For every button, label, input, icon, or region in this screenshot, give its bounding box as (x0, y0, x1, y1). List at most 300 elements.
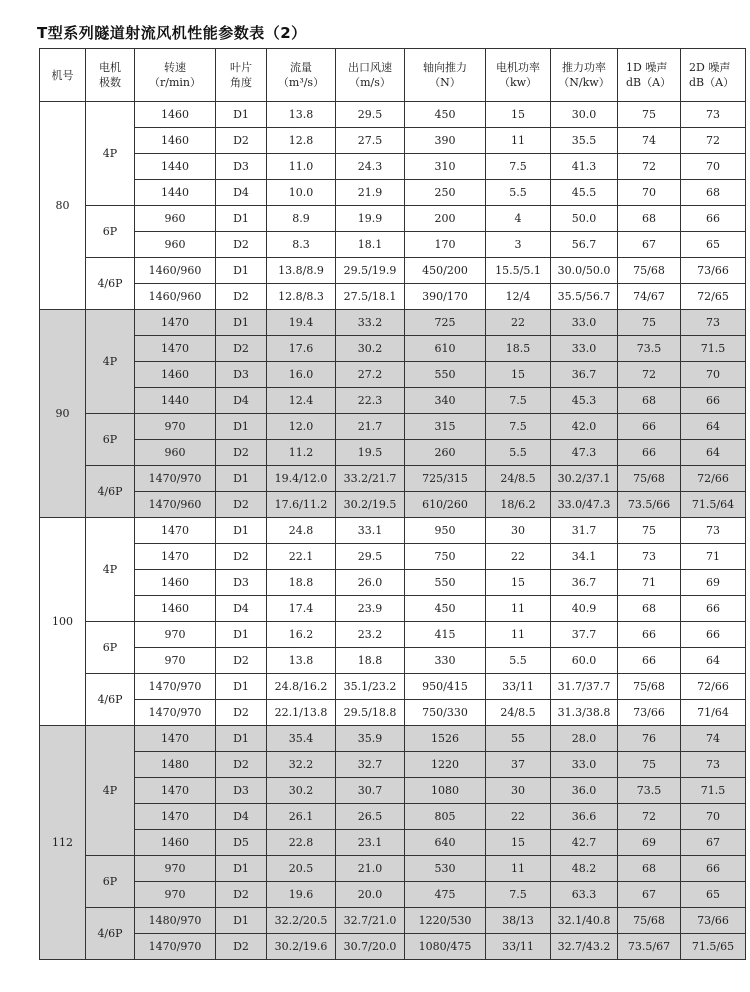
speed-cell: 1460 (135, 596, 216, 622)
noise-2d-cell: 68 (681, 180, 746, 206)
motor-poles-cell: 6P (86, 856, 135, 908)
flow-cell: 8.3 (267, 232, 336, 258)
noise-1d-cell: 68 (618, 388, 681, 414)
motor-poles-cell: 4P (86, 726, 135, 856)
noise-1d-cell: 66 (618, 648, 681, 674)
table-row (40, 102, 746, 128)
flow-cell: 11.2 (267, 440, 336, 466)
noise-1d-cell: 75 (618, 518, 681, 544)
noise-1d-cell: 75/68 (618, 908, 681, 934)
flow-cell: 11.0 (267, 154, 336, 180)
noise-1d-cell: 66 (618, 440, 681, 466)
motor-poles-cell: 4/6P (86, 258, 135, 310)
noise-2d-cell: 73/66 (681, 258, 746, 284)
noise-1d-cell: 69 (618, 830, 681, 856)
blade-angle-cell: D2 (216, 544, 267, 570)
thrust-per-power-cell: 31.7 (551, 518, 618, 544)
thrust-per-power-cell: 35.5 (551, 128, 618, 154)
noise-1d-cell: 76 (618, 726, 681, 752)
table-row (40, 310, 746, 336)
table-row (40, 726, 746, 752)
noise-2d-cell: 71.5/64 (681, 492, 746, 518)
header-flow: 流量 （m³/s） (267, 49, 336, 102)
thrust-per-power-cell: 47.3 (551, 440, 618, 466)
noise-1d-cell: 72 (618, 362, 681, 388)
axial-thrust-cell: 200 (405, 206, 486, 232)
flow-cell: 24.8 (267, 518, 336, 544)
speed-cell: 1470/970 (135, 934, 216, 960)
speed-cell: 1470 (135, 518, 216, 544)
thrust-per-power-cell: 33.0 (551, 310, 618, 336)
thrust-per-power-cell: 31.3/38.8 (551, 700, 618, 726)
blade-angle-cell: D2 (216, 492, 267, 518)
noise-2d-cell: 64 (681, 648, 746, 674)
header-motor-power: 电机功率 （kw） (486, 49, 551, 102)
outlet-velocity-cell: 35.1/23.2 (336, 674, 405, 700)
axial-thrust-cell: 315 (405, 414, 486, 440)
axial-thrust-cell: 530 (405, 856, 486, 882)
noise-1d-cell: 75/68 (618, 674, 681, 700)
blade-angle-cell: D2 (216, 336, 267, 362)
noise-1d-cell: 75/68 (618, 466, 681, 492)
noise-2d-cell: 66 (681, 206, 746, 232)
outlet-velocity-cell: 27.2 (336, 362, 405, 388)
table-body (40, 102, 746, 960)
speed-cell: 1440 (135, 180, 216, 206)
motor-power-cell: 11 (486, 128, 551, 154)
outlet-velocity-cell: 18.8 (336, 648, 405, 674)
speed-cell: 1470/970 (135, 674, 216, 700)
blade-angle-cell: D4 (216, 804, 267, 830)
table-row (40, 492, 746, 518)
noise-2d-cell: 73 (681, 752, 746, 778)
noise-1d-cell: 67 (618, 232, 681, 258)
motor-power-cell: 22 (486, 544, 551, 570)
noise-1d-cell: 66 (618, 414, 681, 440)
axial-thrust-cell: 475 (405, 882, 486, 908)
motor-power-cell: 37 (486, 752, 551, 778)
blade-angle-cell: D1 (216, 726, 267, 752)
thrust-per-power-cell: 36.6 (551, 804, 618, 830)
noise-2d-cell: 71.5 (681, 778, 746, 804)
noise-1d-cell: 73.5/66 (618, 492, 681, 518)
flow-cell: 20.5 (267, 856, 336, 882)
axial-thrust-cell: 1220/530 (405, 908, 486, 934)
flow-cell: 16.0 (267, 362, 336, 388)
flow-cell: 17.6 (267, 336, 336, 362)
outlet-velocity-cell: 29.5 (336, 102, 405, 128)
outlet-velocity-cell: 19.9 (336, 206, 405, 232)
motor-power-cell: 11 (486, 596, 551, 622)
axial-thrust-cell: 1220 (405, 752, 486, 778)
noise-2d-cell: 65 (681, 882, 746, 908)
noise-2d-cell: 73 (681, 102, 746, 128)
motor-poles-cell: 4P (86, 102, 135, 206)
thrust-per-power-cell: 33.0 (551, 752, 618, 778)
axial-thrust-cell: 640 (405, 830, 486, 856)
table-row (40, 232, 746, 258)
noise-1d-cell: 75 (618, 310, 681, 336)
table-row (40, 518, 746, 544)
noise-1d-cell: 73.5 (618, 778, 681, 804)
axial-thrust-cell: 750 (405, 544, 486, 570)
noise-1d-cell: 68 (618, 206, 681, 232)
motor-poles-cell: 4/6P (86, 466, 135, 518)
axial-thrust-cell: 1080 (405, 778, 486, 804)
noise-1d-cell: 72 (618, 804, 681, 830)
outlet-velocity-cell: 23.1 (336, 830, 405, 856)
flow-cell: 22.8 (267, 830, 336, 856)
noise-1d-cell: 70 (618, 180, 681, 206)
motor-power-cell: 11 (486, 856, 551, 882)
flow-cell: 17.6/11.2 (267, 492, 336, 518)
motor-power-cell: 30 (486, 518, 551, 544)
noise-2d-cell: 66 (681, 388, 746, 414)
blade-angle-cell: D2 (216, 700, 267, 726)
flow-cell: 13.8/8.9 (267, 258, 336, 284)
outlet-velocity-cell: 18.1 (336, 232, 405, 258)
speed-cell: 970 (135, 622, 216, 648)
table-row (40, 206, 746, 232)
flow-cell: 35.4 (267, 726, 336, 752)
outlet-velocity-cell: 29.5/19.9 (336, 258, 405, 284)
noise-1d-cell: 73.5/67 (618, 934, 681, 960)
flow-cell: 26.1 (267, 804, 336, 830)
table-row (40, 622, 746, 648)
noise-2d-cell: 72 (681, 128, 746, 154)
noise-1d-cell: 75 (618, 102, 681, 128)
blade-angle-cell: D4 (216, 388, 267, 414)
noise-1d-cell: 66 (618, 622, 681, 648)
motor-power-cell: 5.5 (486, 648, 551, 674)
speed-cell: 970 (135, 856, 216, 882)
noise-1d-cell: 75 (618, 752, 681, 778)
motor-power-cell: 15.5/5.1 (486, 258, 551, 284)
motor-power-cell: 33/11 (486, 934, 551, 960)
axial-thrust-cell: 610/260 (405, 492, 486, 518)
table-row (40, 258, 746, 284)
speed-cell: 1470 (135, 804, 216, 830)
noise-1d-cell: 73.5 (618, 336, 681, 362)
axial-thrust-cell: 950 (405, 518, 486, 544)
flow-cell: 22.1 (267, 544, 336, 570)
motor-power-cell: 30 (486, 778, 551, 804)
speed-cell: 1470 (135, 544, 216, 570)
blade-angle-cell: D1 (216, 674, 267, 700)
speed-cell: 970 (135, 414, 216, 440)
outlet-velocity-cell: 33.2/21.7 (336, 466, 405, 492)
outlet-velocity-cell: 21.0 (336, 856, 405, 882)
header-thrust-per-power: 推力功率 （N/kw） (551, 49, 618, 102)
flow-cell: 18.8 (267, 570, 336, 596)
flow-cell: 32.2/20.5 (267, 908, 336, 934)
outlet-velocity-cell: 30.2 (336, 336, 405, 362)
noise-2d-cell: 72/65 (681, 284, 746, 310)
axial-thrust-cell: 750/330 (405, 700, 486, 726)
noise-1d-cell: 72 (618, 154, 681, 180)
thrust-per-power-cell: 34.1 (551, 544, 618, 570)
flow-cell: 16.2 (267, 622, 336, 648)
axial-thrust-cell: 415 (405, 622, 486, 648)
flow-cell: 32.2 (267, 752, 336, 778)
blade-angle-cell: D2 (216, 934, 267, 960)
header-noise-1d: 1D 噪声 dB（A） (618, 49, 681, 102)
table-row (40, 700, 746, 726)
outlet-velocity-cell: 35.9 (336, 726, 405, 752)
motor-poles-cell: 6P (86, 622, 135, 674)
outlet-velocity-cell: 27.5/18.1 (336, 284, 405, 310)
motor-poles-cell: 4/6P (86, 674, 135, 726)
thrust-per-power-cell: 45.5 (551, 180, 618, 206)
noise-2d-cell: 71.5/65 (681, 934, 746, 960)
outlet-velocity-cell: 32.7 (336, 752, 405, 778)
blade-angle-cell: D4 (216, 180, 267, 206)
table-row (40, 934, 746, 960)
thrust-per-power-cell: 36.7 (551, 570, 618, 596)
fan-performance-table (39, 48, 746, 960)
blade-angle-cell: D1 (216, 206, 267, 232)
outlet-velocity-cell: 32.7/21.0 (336, 908, 405, 934)
blade-angle-cell: D2 (216, 440, 267, 466)
header-motor-poles: 电机 极数 (86, 49, 135, 102)
outlet-velocity-cell: 22.3 (336, 388, 405, 414)
thrust-per-power-cell: 33.0 (551, 336, 618, 362)
speed-cell: 1440 (135, 388, 216, 414)
blade-angle-cell: D1 (216, 518, 267, 544)
speed-cell: 960 (135, 232, 216, 258)
machine-no-cell: 80 (40, 102, 86, 310)
flow-cell: 10.0 (267, 180, 336, 206)
table-row (40, 154, 746, 180)
motor-power-cell: 7.5 (486, 154, 551, 180)
thrust-per-power-cell: 36.7 (551, 362, 618, 388)
table-row (40, 336, 746, 362)
speed-cell: 1470 (135, 336, 216, 362)
motor-power-cell: 22 (486, 804, 551, 830)
speed-cell: 970 (135, 648, 216, 674)
motor-power-cell: 5.5 (486, 440, 551, 466)
outlet-velocity-cell: 23.9 (336, 596, 405, 622)
thrust-per-power-cell: 37.7 (551, 622, 618, 648)
axial-thrust-cell: 340 (405, 388, 486, 414)
thrust-per-power-cell: 32.1/40.8 (551, 908, 618, 934)
motor-poles-cell: 4/6P (86, 908, 135, 960)
noise-2d-cell: 72/66 (681, 466, 746, 492)
noise-2d-cell: 73/66 (681, 908, 746, 934)
header-speed: 转速 （r/min） (135, 49, 216, 102)
motor-power-cell: 38/13 (486, 908, 551, 934)
motor-power-cell: 5.5 (486, 180, 551, 206)
speed-cell: 1460 (135, 830, 216, 856)
speed-cell: 1470/970 (135, 466, 216, 492)
outlet-velocity-cell: 21.7 (336, 414, 405, 440)
noise-1d-cell: 75/68 (618, 258, 681, 284)
speed-cell: 960 (135, 440, 216, 466)
noise-2d-cell: 67 (681, 830, 746, 856)
axial-thrust-cell: 390/170 (405, 284, 486, 310)
speed-cell: 1460 (135, 128, 216, 154)
blade-angle-cell: D1 (216, 258, 267, 284)
thrust-per-power-cell: 45.3 (551, 388, 618, 414)
header-row (40, 49, 746, 102)
machine-no-cell: 100 (40, 518, 86, 726)
blade-angle-cell: D1 (216, 102, 267, 128)
table-row (40, 180, 746, 206)
noise-2d-cell: 70 (681, 154, 746, 180)
blade-angle-cell: D2 (216, 284, 267, 310)
speed-cell: 1470 (135, 726, 216, 752)
blade-angle-cell: D3 (216, 362, 267, 388)
noise-2d-cell: 71/64 (681, 700, 746, 726)
noise-1d-cell: 73/66 (618, 700, 681, 726)
flow-cell: 13.8 (267, 648, 336, 674)
thrust-per-power-cell: 42.7 (551, 830, 618, 856)
noise-2d-cell: 64 (681, 414, 746, 440)
outlet-velocity-cell: 20.0 (336, 882, 405, 908)
blade-angle-cell: D3 (216, 570, 267, 596)
axial-thrust-cell: 260 (405, 440, 486, 466)
motor-power-cell: 7.5 (486, 882, 551, 908)
axial-thrust-cell: 450/200 (405, 258, 486, 284)
outlet-velocity-cell: 33.1 (336, 518, 405, 544)
speed-cell: 1460 (135, 570, 216, 596)
table-row (40, 128, 746, 154)
blade-angle-cell: D1 (216, 466, 267, 492)
outlet-velocity-cell: 26.5 (336, 804, 405, 830)
speed-cell: 970 (135, 882, 216, 908)
noise-2d-cell: 70 (681, 362, 746, 388)
axial-thrust-cell: 950/415 (405, 674, 486, 700)
flow-cell: 22.1/13.8 (267, 700, 336, 726)
outlet-velocity-cell: 19.5 (336, 440, 405, 466)
blade-angle-cell: D1 (216, 310, 267, 336)
outlet-velocity-cell: 26.0 (336, 570, 405, 596)
table-row (40, 830, 746, 856)
noise-2d-cell: 69 (681, 570, 746, 596)
motor-power-cell: 24/8.5 (486, 700, 551, 726)
motor-poles-cell: 4P (86, 518, 135, 622)
thrust-per-power-cell: 50.0 (551, 206, 618, 232)
speed-cell: 1470/960 (135, 492, 216, 518)
thrust-per-power-cell: 30.0/50.0 (551, 258, 618, 284)
table-row (40, 466, 746, 492)
table-row (40, 544, 746, 570)
thrust-per-power-cell: 35.5/56.7 (551, 284, 618, 310)
table-row (40, 856, 746, 882)
axial-thrust-cell: 805 (405, 804, 486, 830)
noise-1d-cell: 71 (618, 570, 681, 596)
axial-thrust-cell: 450 (405, 102, 486, 128)
speed-cell: 1460/960 (135, 258, 216, 284)
motor-power-cell: 18.5 (486, 336, 551, 362)
noise-1d-cell: 74 (618, 128, 681, 154)
outlet-velocity-cell: 30.7 (336, 778, 405, 804)
blade-angle-cell: D3 (216, 778, 267, 804)
motor-power-cell: 24/8.5 (486, 466, 551, 492)
blade-angle-cell: D2 (216, 232, 267, 258)
noise-2d-cell: 74 (681, 726, 746, 752)
motor-power-cell: 4 (486, 206, 551, 232)
noise-2d-cell: 71.5 (681, 336, 746, 362)
table-row (40, 778, 746, 804)
motor-power-cell: 22 (486, 310, 551, 336)
table-row (40, 440, 746, 466)
machine-no-cell: 112 (40, 726, 86, 960)
flow-cell: 8.9 (267, 206, 336, 232)
motor-power-cell: 18/6.2 (486, 492, 551, 518)
axial-thrust-cell: 170 (405, 232, 486, 258)
motor-poles-cell: 6P (86, 206, 135, 258)
thrust-per-power-cell: 28.0 (551, 726, 618, 752)
speed-cell: 960 (135, 206, 216, 232)
blade-angle-cell: D1 (216, 414, 267, 440)
thrust-per-power-cell: 31.7/37.7 (551, 674, 618, 700)
blade-angle-cell: D3 (216, 154, 267, 180)
motor-power-cell: 11 (486, 622, 551, 648)
blade-angle-cell: D4 (216, 596, 267, 622)
noise-2d-cell: 66 (681, 856, 746, 882)
noise-2d-cell: 70 (681, 804, 746, 830)
table-row (40, 596, 746, 622)
outlet-velocity-cell: 23.2 (336, 622, 405, 648)
flow-cell: 24.8/16.2 (267, 674, 336, 700)
motor-power-cell: 55 (486, 726, 551, 752)
header-noise-2d: 2D 噪声 dB（A） (681, 49, 746, 102)
noise-2d-cell: 71 (681, 544, 746, 570)
noise-2d-cell: 66 (681, 622, 746, 648)
flow-cell: 19.4/12.0 (267, 466, 336, 492)
outlet-velocity-cell: 27.5 (336, 128, 405, 154)
flow-cell: 13.8 (267, 102, 336, 128)
flow-cell: 12.8 (267, 128, 336, 154)
flow-cell: 12.8/8.3 (267, 284, 336, 310)
flow-cell: 30.2/19.6 (267, 934, 336, 960)
speed-cell: 1480 (135, 752, 216, 778)
axial-thrust-cell: 390 (405, 128, 486, 154)
noise-2d-cell: 64 (681, 440, 746, 466)
blade-angle-cell: D2 (216, 752, 267, 778)
axial-thrust-cell: 330 (405, 648, 486, 674)
page-title: T型系列隧道射流风机性能参数表（2） (37, 24, 307, 42)
motor-power-cell: 7.5 (486, 414, 551, 440)
header-axial-thrust: 轴向推力 （N） (405, 49, 486, 102)
speed-cell: 1440 (135, 154, 216, 180)
axial-thrust-cell: 450 (405, 596, 486, 622)
thrust-per-power-cell: 60.0 (551, 648, 618, 674)
table-row (40, 388, 746, 414)
thrust-per-power-cell: 63.3 (551, 882, 618, 908)
axial-thrust-cell: 610 (405, 336, 486, 362)
blade-angle-cell: D5 (216, 830, 267, 856)
motor-power-cell: 15 (486, 570, 551, 596)
flow-cell: 19.6 (267, 882, 336, 908)
speed-cell: 1470 (135, 778, 216, 804)
thrust-per-power-cell: 30.0 (551, 102, 618, 128)
header-machine-no: 机号 (40, 49, 86, 102)
speed-cell: 1460/960 (135, 284, 216, 310)
motor-power-cell: 15 (486, 830, 551, 856)
table-row (40, 284, 746, 310)
header-blade-angle: 叶片 角度 (216, 49, 267, 102)
table-row (40, 362, 746, 388)
axial-thrust-cell: 550 (405, 570, 486, 596)
axial-thrust-cell: 250 (405, 180, 486, 206)
header-outlet-velocity: 出口风速 （m/s） (336, 49, 405, 102)
table-row (40, 674, 746, 700)
noise-2d-cell: 73 (681, 310, 746, 336)
thrust-per-power-cell: 40.9 (551, 596, 618, 622)
motor-power-cell: 15 (486, 362, 551, 388)
